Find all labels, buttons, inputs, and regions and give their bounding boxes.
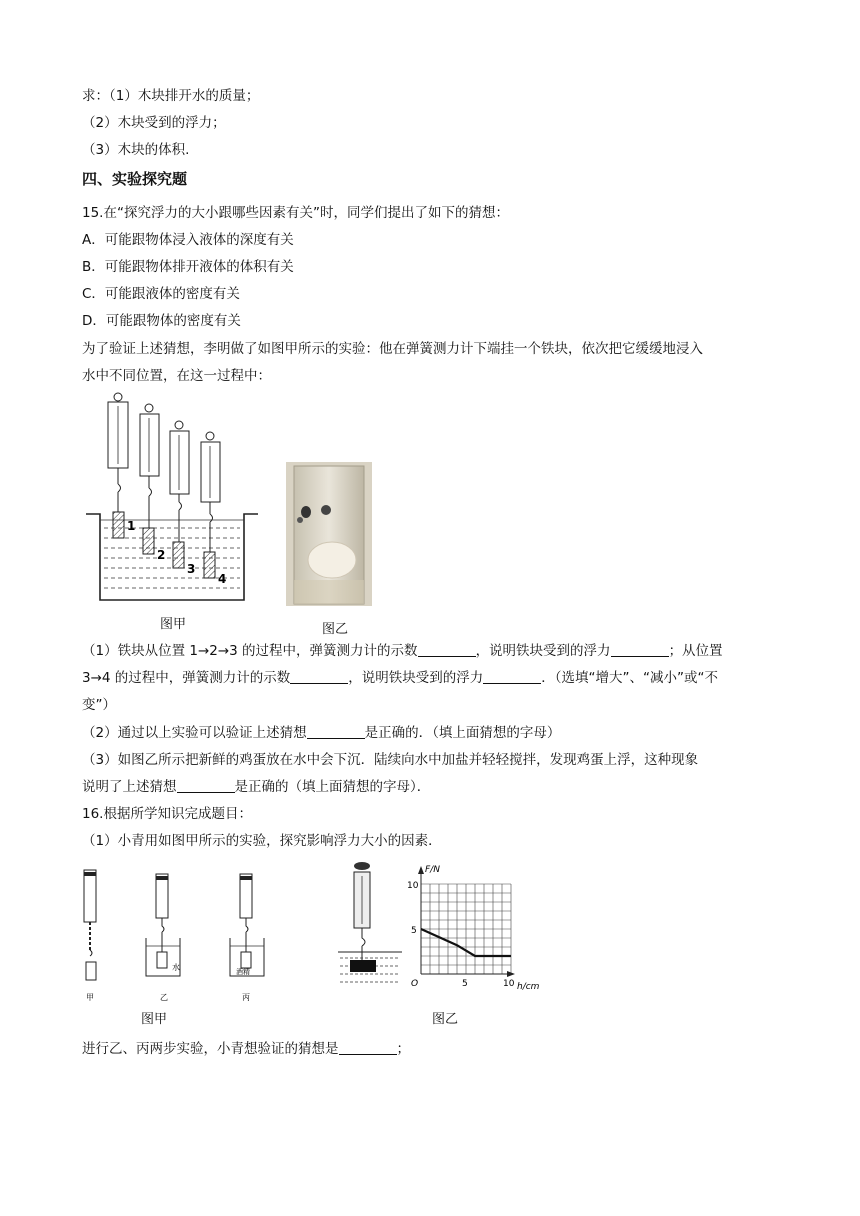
- y-axis-label: F/N: [425, 865, 440, 875]
- q15-figure-jia: [82, 392, 262, 610]
- position-label-3: 3: [187, 562, 196, 576]
- y-axis-arrow: [418, 866, 424, 874]
- sub-label-jia: 甲: [86, 993, 94, 1002]
- origin-label: O: [411, 979, 419, 989]
- answer-blank[interactable]: [418, 642, 476, 657]
- q15-option-b: B．可能跟物体排开液体的体积有关: [82, 259, 294, 275]
- q15-figure-yi-egg-photo: [286, 462, 372, 606]
- scale-in-alcohol: [230, 874, 264, 976]
- q15-option-a: A．可能跟物体浸入液体的深度有关: [82, 232, 294, 248]
- sub-label-yi: 乙: [160, 993, 168, 1002]
- q15-option-c: C．可能跟液体的密度有关: [82, 286, 240, 302]
- spring-scale-3: [170, 421, 189, 568]
- q16-force-depth-graph: [405, 862, 545, 992]
- q14-ask: 求：（1）木块排开水的质量；: [82, 88, 260, 104]
- x-tick-5: 5: [462, 979, 468, 989]
- x-tick-10: 10: [503, 979, 515, 989]
- sub-label-bing: 丙: [242, 993, 250, 1002]
- position-label-1: 1: [127, 519, 136, 533]
- q15-part2: （2）通过以上实验可以验证上述猜想 是正确的．（填上面猜想的字母）: [82, 725, 561, 741]
- answer-blank[interactable]: [483, 669, 541, 684]
- answer-blank[interactable]: [177, 778, 235, 793]
- q16-fig-jia-caption: 图甲: [141, 1012, 168, 1027]
- q16-part1: （1）小青用如图甲所示的实验，探究影响浮力大小的因素．: [82, 833, 442, 849]
- answer-blank[interactable]: [339, 1040, 397, 1055]
- spring-scale-1: [108, 393, 128, 538]
- q16-question: 进行乙、丙两步实验，小青想验证的猜想是 ；: [82, 1041, 410, 1057]
- q15-part1-line1: （1）铁块从位置 1→2→3 的过程中，弹簧测力计的示数 ，说明铁块受到的浮力 ；从位置: [82, 643, 723, 659]
- liquid-label-water: 水: [172, 963, 180, 972]
- section-heading: 四、实验探究题: [82, 170, 188, 188]
- q15-part1-line3: 变”）: [82, 697, 116, 713]
- answer-blank[interactable]: [290, 669, 348, 684]
- x-axis-label: h/cm: [517, 982, 540, 992]
- q14-sub3: （3）木块的体积.: [82, 142, 190, 158]
- q14-sub2: （2）木块受到的浮力；: [82, 115, 226, 131]
- spring-scale-2: [140, 404, 159, 554]
- scale-in-water: [146, 874, 180, 976]
- q15-fig-jia-caption: 图甲: [160, 617, 187, 632]
- y-tick-5: 5: [411, 926, 417, 936]
- q15-part3-line2: 说明了上述猜想 是正确的（填上面猜想的字母）．: [82, 779, 431, 795]
- spring-scale-4: [201, 432, 220, 578]
- answer-blank[interactable]: [307, 724, 365, 739]
- position-label-2: 2: [157, 548, 166, 562]
- graph-grid: [421, 884, 511, 974]
- position-label-4: 4: [218, 572, 227, 586]
- q15-intro-line1: 为了验证上述猜想，李明做了如图甲所示的实验：他在弹簧测力计下端挂一个铁块，依次把它缓缓地浸入: [82, 341, 703, 357]
- q16-fig-yi-caption: 图乙: [432, 1012, 459, 1027]
- answer-blank[interactable]: [611, 642, 669, 657]
- q16-figure-jia: [80, 866, 290, 1006]
- liquid-label-alcohol: 酒精: [236, 968, 250, 976]
- q16-stem: 16.根据所学知识完成题目：: [82, 806, 252, 822]
- q15-part3-line1: （3）如图乙所示把新鲜的鸡蛋放在水中会下沉．陆续向水中加盐并轻轻搅拌，发现鸡蛋上浮，这种现象: [82, 752, 699, 768]
- q15-fig-yi-caption: 图乙: [322, 622, 349, 637]
- q15-part1-line2: 3→4 的过程中，弹簧测力计的示数 ，说明铁块受到的浮力 ．（选填“增大”、“减小”或“不: [82, 670, 719, 686]
- scale-in-air: [84, 870, 96, 980]
- y-tick-10: 10: [407, 881, 419, 891]
- q15-option-d: D．可能跟物体的密度有关: [82, 313, 241, 329]
- q15-intro-line2: 水中不同位置，在这一过程中：: [82, 368, 271, 384]
- q15-stem: 15.在“探究浮力的大小跟哪些因素有关”时，同学们提出了如下的猜想：: [82, 205, 509, 221]
